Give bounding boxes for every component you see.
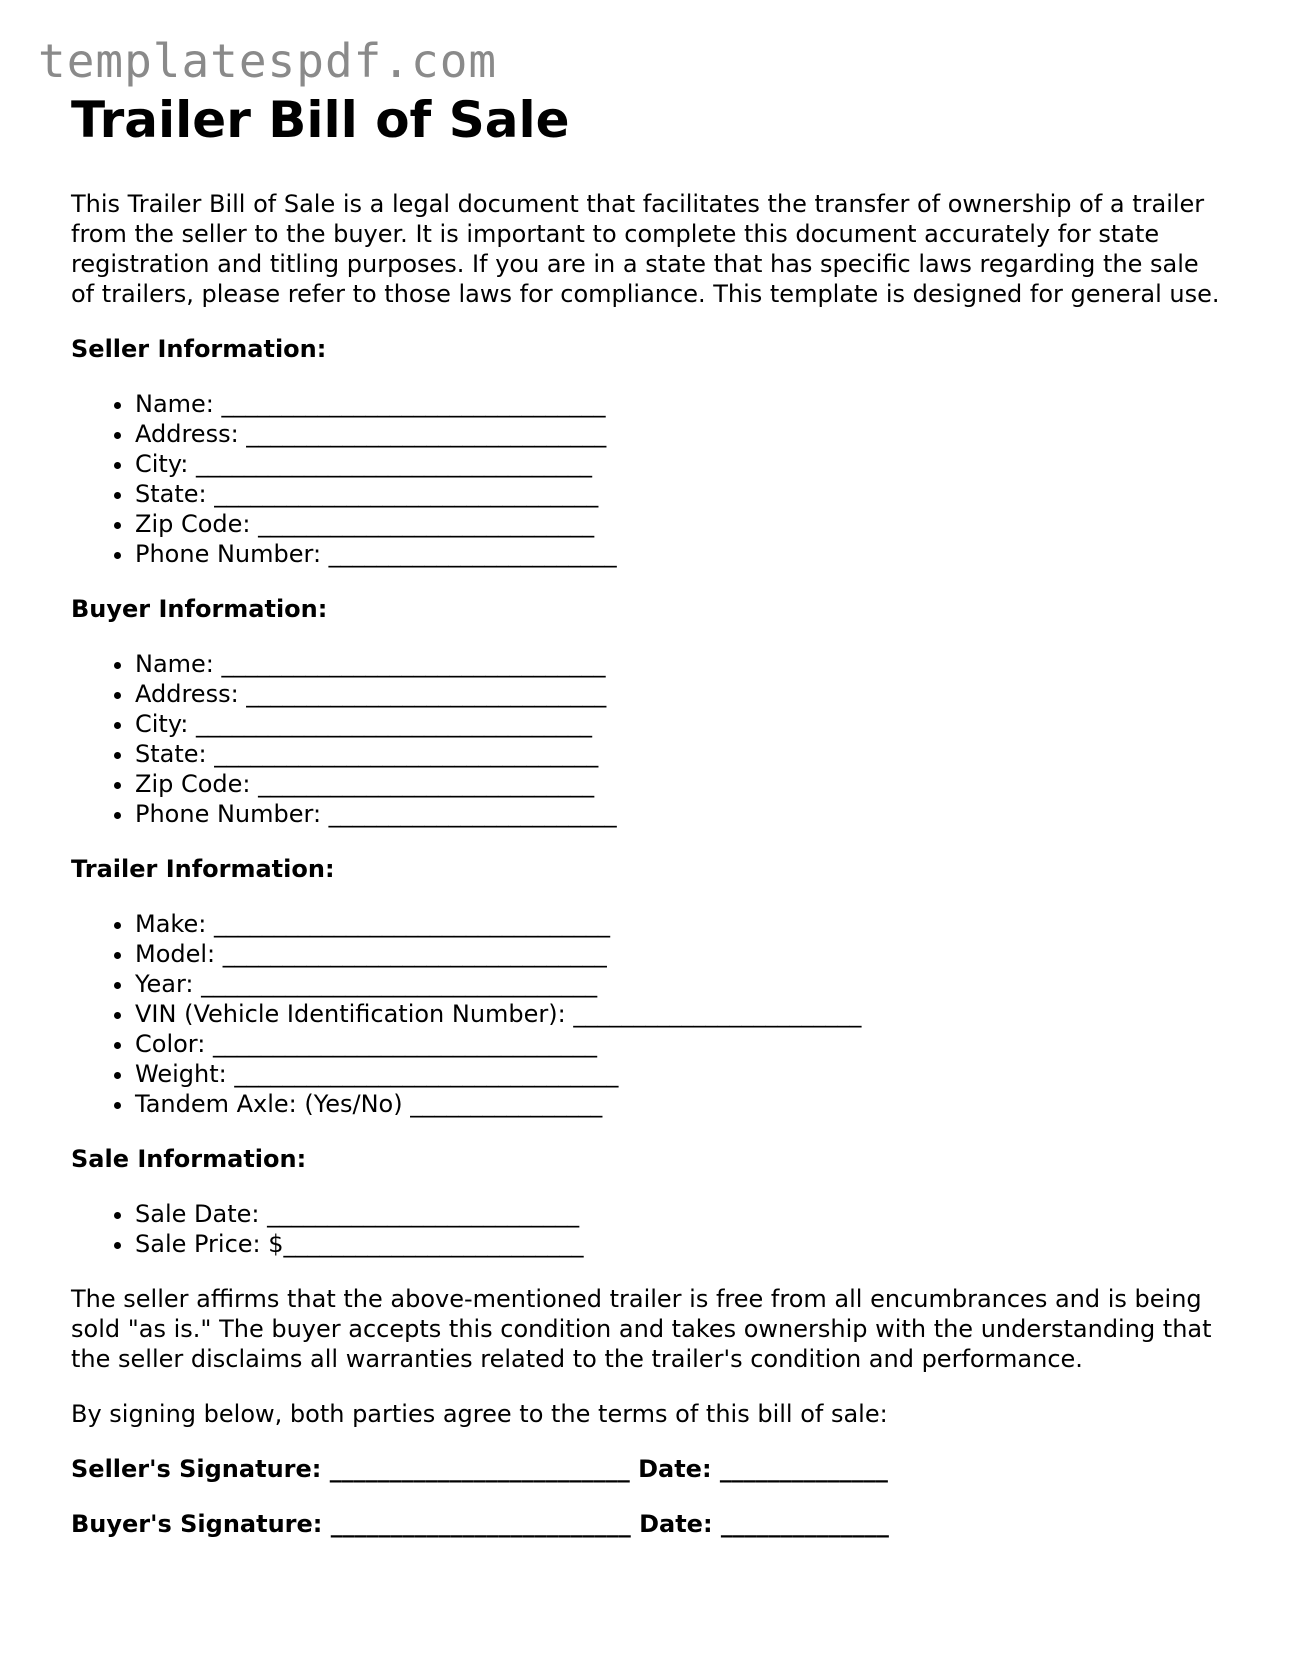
buyer-phone-field[interactable]: • Phone Number: ________________________: [135, 799, 1221, 829]
buyer-fields-list: [71, 649, 1221, 829]
sale-date-field[interactable]: • Sale Date: __________________________: [135, 1199, 1221, 1229]
document-page: [71, 90, 1221, 1539]
trailer-tandem-axle-field[interactable]: • Tandem Axle: (Yes/No) ________________: [135, 1089, 1221, 1119]
buyer-zip-field[interactable]: • Zip Code: ____________________________: [135, 769, 1221, 799]
seller-signature-line[interactable]: Seller's Signature: _________________________ Date: ______________: [71, 1455, 888, 1483]
buyer-address-field[interactable]: • Address: ______________________________: [135, 679, 1221, 709]
seller-name-field[interactable]: • Name: ________________________________: [135, 389, 1221, 419]
trailer-fields-list: [71, 909, 1221, 1119]
trailer-make-field[interactable]: • Make: _________________________________: [135, 909, 1221, 939]
sale-section-heading: Sale Information:: [71, 1145, 307, 1173]
trailer-model-field[interactable]: • Model: ________________________________: [135, 939, 1221, 969]
buyer-signature-line[interactable]: Buyer's Signature: _________________________ Date: ______________: [71, 1510, 889, 1538]
trailer-vin-field[interactable]: • VIN (Vehicle Identification Number): ________________________: [135, 999, 1221, 1029]
seller-section-heading: Seller Information:: [71, 335, 327, 363]
document-title: Trailer Bill of Sale: [71, 91, 570, 149]
watermark: templatespdf.com: [38, 34, 498, 88]
trailer-weight-field[interactable]: • Weight: ________________________________: [135, 1059, 1221, 1089]
intro-paragraph: This Trailer Bill of Sale is a legal document that facilitates the transfer of ownership of a trailer from the seller to the buyer. It is important to complete this document accurately for state registration and titling purposes. If you are in a state that has specific laws regarding the sale of trailers, please refer to those laws for compliance. This template is designed for general use.: [71, 190, 1220, 308]
buyer-section-heading: Buyer Information:: [71, 595, 328, 623]
seller-address-field[interactable]: • Address: ______________________________: [135, 419, 1221, 449]
seller-phone-field[interactable]: • Phone Number: ________________________: [135, 539, 1221, 569]
trailer-section-heading: Trailer Information:: [71, 855, 335, 883]
seller-zip-field[interactable]: • Zip Code: ____________________________: [135, 509, 1221, 539]
seller-fields-list: [71, 389, 1221, 569]
seller-state-field[interactable]: • State: ________________________________: [135, 479, 1221, 509]
affirmation-paragraph: The seller affirms that the above-mentioned trailer is free from all encumbrances and is being sold "as is." The buyer accepts this condition and takes ownership with the understanding that the seller disclaims all warranties related to the trailer's condition and performance.: [71, 1285, 1212, 1373]
agreement-paragraph: By signing below, both parties agree to the terms of this bill of sale:: [71, 1400, 888, 1428]
trailer-color-field[interactable]: • Color: ________________________________: [135, 1029, 1221, 1059]
seller-city-field[interactable]: • City: _________________________________: [135, 449, 1221, 479]
sale-price-field[interactable]: • Sale Price: $_________________________: [135, 1229, 1221, 1259]
sale-fields-list: [71, 1199, 1221, 1259]
buyer-state-field[interactable]: • State: ________________________________: [135, 739, 1221, 769]
buyer-city-field[interactable]: • City: _________________________________: [135, 709, 1221, 739]
trailer-year-field[interactable]: • Year: _________________________________: [135, 969, 1221, 999]
buyer-name-field[interactable]: • Name: ________________________________: [135, 649, 1221, 679]
